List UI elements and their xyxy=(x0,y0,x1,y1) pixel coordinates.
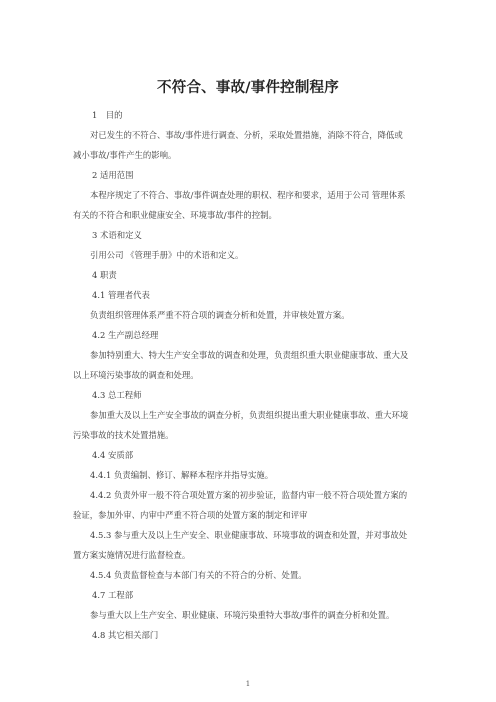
paragraph-line: 有关的不符合和职业健康安全、环境事故/事件的控制。 xyxy=(73,210,277,220)
paragraph-line: 置方案实施情况进行监督检查。 xyxy=(73,550,191,560)
section-heading: 4 职责 xyxy=(92,270,117,280)
paragraph-line: 4.5.4 负责监督检查与本部门有关的不符合的分析、处置。 xyxy=(90,570,307,580)
subsection-heading: 4.8 其它相关部门 xyxy=(92,630,159,640)
paragraph-line: 引用公司 《管理手册》中的术语和定义。 xyxy=(90,250,244,260)
section-heading: 3 术语和定义 xyxy=(92,230,142,240)
subsection-heading: 4.1 管理者代表 xyxy=(92,290,150,300)
paragraph-line: 4.4.2 负责外审一般不符合项处置方案的初步验证，监督内审一般不符合项处置方案的 xyxy=(90,490,408,500)
paragraph-line: 4.4.1 负责编制、修订、解释本程序并指导实施。 xyxy=(90,470,274,480)
paragraph-line: 4.5.3 参与重大及以上生产安全、职业健康事故、环境事故的调查和处置，并对事故处 xyxy=(90,530,408,540)
paragraph-line: 参加特别重大、特大生产安全事故的调查和处理，负责组织重大职业健康事故、重大及 xyxy=(90,350,409,360)
section-heading: 1 目的 xyxy=(92,110,123,120)
subsection-heading: 4.4 安质部 xyxy=(92,450,134,460)
paragraph-line: 本程序规定了不符合、事故/事件调查处理的职权、程序和要求，适用于公司 管理体系 xyxy=(90,190,406,200)
paragraph-line: 对已发生的不符合、事故/事件进行调查、分析，采取处置措施，消除不符合，降低或 xyxy=(90,130,403,140)
section-heading: 2 适用范围 xyxy=(92,170,134,180)
paragraph-line: 参与重大以上生产安全、职业健康、环境污染重特大事故/事件的调查分析和处置。 xyxy=(90,610,395,620)
paragraph-line: 负责组织管理体系严重不符合项的调查分析和处置，并审核处置方案。 xyxy=(90,310,350,320)
paragraph-line: 参加重大及以上生产安全事故的调查分析，负责组织提出重大职业健康事故、重大环境 xyxy=(90,410,409,420)
subsection-heading: 4.7 工程部 xyxy=(92,590,134,600)
document-title: 不符合、事故/事件控制程序 xyxy=(157,80,339,96)
paragraph-line: 以上环境污染事故的调查和处理。 xyxy=(73,370,199,380)
page-number: 1 xyxy=(245,680,251,688)
paragraph-line: 验证，参加外审、内审中严重不符合项的处置方案的制定和评审 xyxy=(73,510,308,520)
subsection-heading: 4.2 生产副总经理 xyxy=(92,330,159,340)
paragraph-line: 污染事故的技术处置措施。 xyxy=(73,430,174,440)
paragraph-line: 减小事故/事件产生的影响。 xyxy=(73,150,177,160)
subsection-heading: 4.3 总工程师 xyxy=(92,390,142,400)
